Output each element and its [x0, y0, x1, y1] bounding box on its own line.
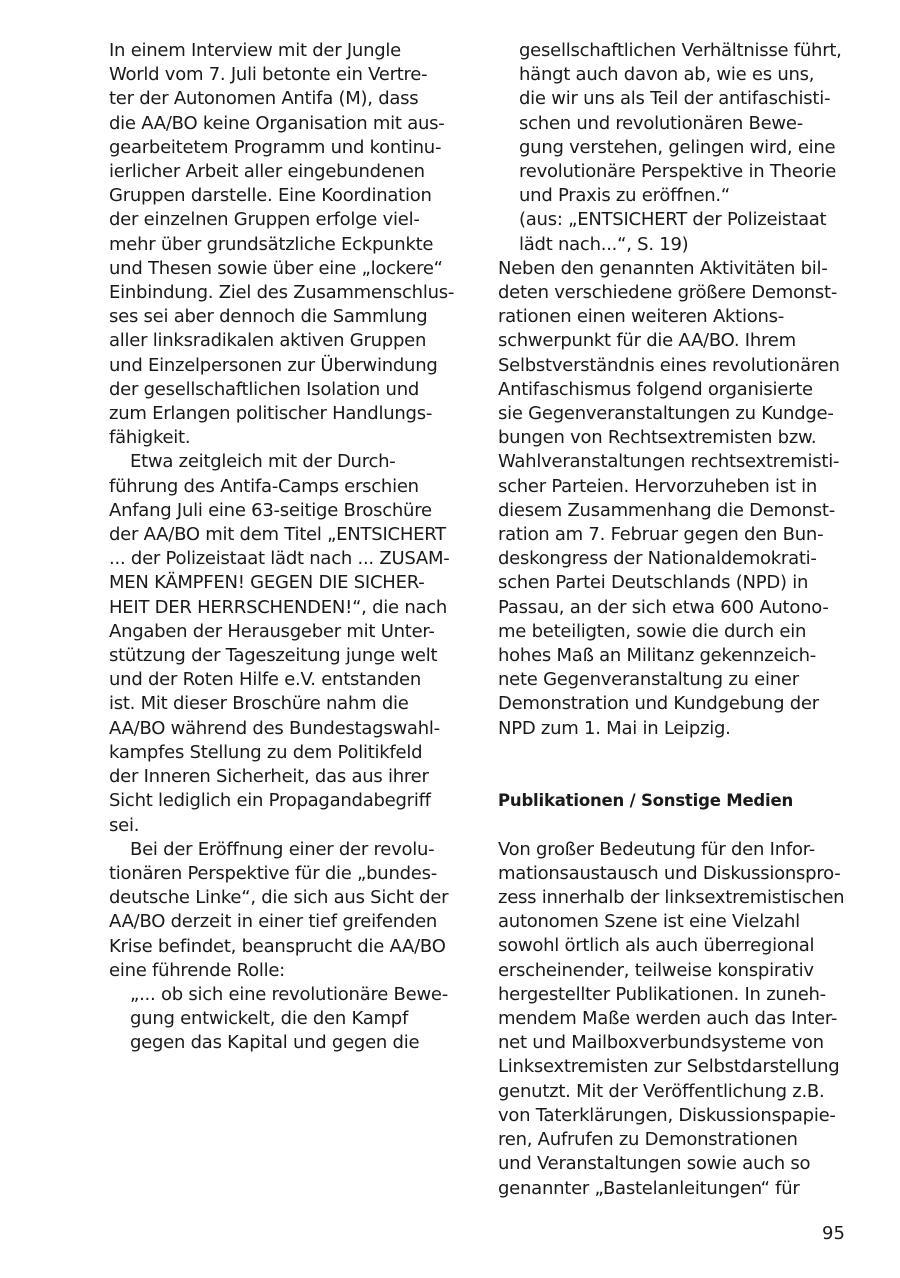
- text-line: führung des Antifa-Camps erschien: [109, 475, 419, 497]
- text-line: AA/BO derzeit in einer tief greifenden: [109, 911, 438, 933]
- paragraph-3: [109, 838, 465, 983]
- text-line: sowohl örtlich als auch überregional: [498, 935, 815, 957]
- text-line: der einzelnen Gruppen erfolge viel-: [109, 209, 420, 231]
- text-line: sie Gegenveranstaltungen zu Kundge-: [498, 403, 834, 425]
- text-line: deten verschiedene größere Demonst-: [498, 282, 838, 304]
- paragraph-2: [109, 450, 465, 837]
- text-line: und der Roten Hilfe e.V. entstanden: [109, 669, 422, 691]
- text-line: schen und revolutionären Bewe-: [519, 112, 803, 134]
- text-line: genutzt. Mit der Veröffentlichung z.B.: [498, 1080, 825, 1102]
- text-line: und Praxis zu eröffnen.“: [519, 185, 730, 207]
- right-column: [498, 39, 854, 1201]
- text-line: der AA/BO mit dem Titel „ENTSICHERT: [109, 524, 446, 546]
- text-line: fähigkeit.: [109, 427, 191, 449]
- text-line: rationen einen weiteren Aktions-: [498, 306, 785, 328]
- text-line: gegen das Kapital und gegen die: [130, 1032, 420, 1054]
- text-line: Anfang Juli eine 63-seitige Broschüre: [109, 499, 432, 521]
- text-line: gesellschaftlichen Verhältnisse führt,: [519, 40, 842, 61]
- text-line: gung entwickelt, die den Kampf: [130, 1008, 409, 1030]
- page-number: 95: [822, 1223, 845, 1244]
- text-line: die wir uns als Teil der antifaschisti-: [519, 88, 831, 110]
- text-line: Etwa zeitgleich mit der Durch-: [130, 451, 396, 473]
- text-line: ... der Polizeistaat lädt nach ... ZUSAM-: [109, 548, 450, 570]
- text-line: deskongress der Nationaldemokrati-: [498, 548, 817, 570]
- block-quote: [109, 983, 465, 1056]
- text-line: mehr über grundsätzliche Eckpunkte: [109, 233, 434, 255]
- text-line: tionären Perspektive für die „bundes-: [109, 862, 437, 884]
- text-line: AA/BO während des Bundestagswahl-: [109, 717, 440, 739]
- text-line: erscheinender, teilweise konspirativ: [498, 959, 814, 981]
- text-line: net und Mailboxverbundsysteme von: [498, 1032, 824, 1054]
- text-line: Passau, an der sich etwa 600 Autono-: [498, 596, 829, 618]
- text-line: und Veranstaltungen sowie auch so: [498, 1153, 811, 1175]
- text-line: gung verstehen, gelingen wird, eine: [519, 136, 836, 158]
- text-line: aller linksradikalen aktiven Gruppen: [109, 330, 427, 352]
- text-line: diesem Zusammenhang die Demonst-: [498, 499, 835, 521]
- text-line: „... ob sich eine revolutionäre Bewe-: [130, 983, 448, 1005]
- text-line: NPD zum 1. Mai in Leipzig.: [498, 717, 731, 739]
- text-line: Angaben der Herausgeber mit Unter-: [109, 620, 435, 642]
- paragraph-5: [498, 838, 854, 1201]
- text-line: Linksextremisten zur Selbstdarstellung: [498, 1056, 840, 1078]
- text-line: autonomen Szene ist eine Vielzahl: [498, 911, 800, 933]
- text-line: Demonstration und Kundgebung der: [498, 693, 819, 715]
- text-line: zum Erlangen politischer Handlungs-: [109, 403, 433, 425]
- text-line: hohes Maß an Militanz gekennzeich-: [498, 645, 816, 667]
- text-line: der Inneren Sicherheit, das aus ihrer: [109, 766, 429, 788]
- text-line: Von großer Bedeutung für den Infor-: [498, 838, 815, 860]
- text-line: Sicht lediglich ein Propagandabegriff: [109, 790, 431, 812]
- block-quote-continued: [498, 39, 854, 257]
- text-line: Krise befindet, beansprucht die AA/BO: [109, 935, 446, 957]
- left-column: [109, 39, 465, 1056]
- text-line: lädt nach...“, S. 19): [519, 233, 689, 255]
- text-line: stützung der Tageszeitung junge welt: [109, 645, 438, 667]
- text-line: revolutionäre Perspektive in Theorie: [519, 161, 837, 183]
- text-line: me beteiligten, sowie die durch ein: [498, 620, 807, 642]
- text-line: Selbstverständnis eines revolutionären: [498, 354, 840, 376]
- text-line: ration am 7. Februar gegen den Bun-: [498, 524, 824, 546]
- text-line: schen Partei Deutschlands (NPD) in: [498, 572, 809, 594]
- text-line: kampfes Stellung zu dem Politikfeld: [109, 741, 423, 763]
- text-line: Gruppen darstelle. Eine Koordination: [109, 185, 432, 207]
- text-line: HEIT DER HERRSCHENDEN!“, die nach: [109, 596, 448, 618]
- text-line: der gesellschaftlichen Isolation und: [109, 378, 420, 400]
- text-line: Einbindung. Ziel des Zusammenschlus-: [109, 282, 455, 304]
- text-line: ren, Aufrufen zu Demonstrationen: [498, 1129, 798, 1151]
- text-line: bungen von Rechtsextremisten bzw.: [498, 427, 817, 449]
- paragraph-4: [498, 257, 854, 741]
- text-line: mendem Maße werden auch das Inter-: [498, 1008, 838, 1030]
- text-line: Bei der Eröffnung einer der revolu-: [130, 838, 435, 860]
- text-line: eine führende Rolle:: [109, 959, 285, 981]
- text-line: ses sei aber dennoch die Sammlung: [109, 306, 428, 328]
- text-line: ter der Autonomen Antifa (M), dass: [109, 88, 419, 110]
- text-line: Antifaschismus folgend organisierte: [498, 378, 813, 400]
- text-line: MEN KÄMPFEN! GEGEN DIE SICHER-: [109, 572, 425, 594]
- text-line: World vom 7. Juli betonte ein Vertre-: [109, 64, 428, 86]
- text-line: scher Parteien. Hervorzuheben ist in: [498, 475, 818, 497]
- text-line: sei.: [109, 814, 140, 836]
- text-line: zess innerhalb der linksextremistischen: [498, 887, 845, 909]
- text-line: und Einzelpersonen zur Überwindung: [109, 354, 438, 376]
- text-line: Wahlveranstaltungen rechtsextremisti-: [498, 451, 840, 473]
- paragraph-1: [109, 39, 465, 450]
- text-line: die AA/BO keine Organisation mit aus-: [109, 112, 445, 134]
- text-line: genannter „Bastelanleitungen“ für: [498, 1177, 800, 1199]
- text-line: mationsaustausch und Diskussionspro-: [498, 862, 841, 884]
- text-line: ist. Mit dieser Broschüre nahm die: [109, 693, 409, 715]
- text-line: nete Gegenveranstaltung zu einer: [498, 669, 799, 691]
- section-heading: Publikationen / Sonstige Medien: [498, 791, 794, 811]
- text-line: von Taterklärungen, Diskussionspapie-: [498, 1104, 836, 1126]
- text-line: und Thesen sowie über eine „lockere“: [109, 257, 443, 279]
- text-line: ierlicher Arbeit aller eingebundenen: [109, 161, 425, 183]
- text-line: schwerpunkt für die AA/BO. Ihrem: [498, 330, 796, 352]
- text-line: In einem Interview mit der Jungle: [109, 40, 401, 61]
- text-line: hergestellter Publikationen. In zuneh-: [498, 983, 826, 1005]
- text-line: (aus: „ENTSICHERT der Polizeistaat: [519, 209, 827, 231]
- text-line: hängt auch davon ab, wie es uns,: [519, 64, 815, 86]
- text-line: Neben den genannten Aktivitäten bil-: [498, 257, 828, 279]
- text-line: gearbeitetem Programm und kontinu-: [109, 136, 442, 158]
- text-line: deutsche Linke“, die sich aus Sicht der: [109, 887, 449, 909]
